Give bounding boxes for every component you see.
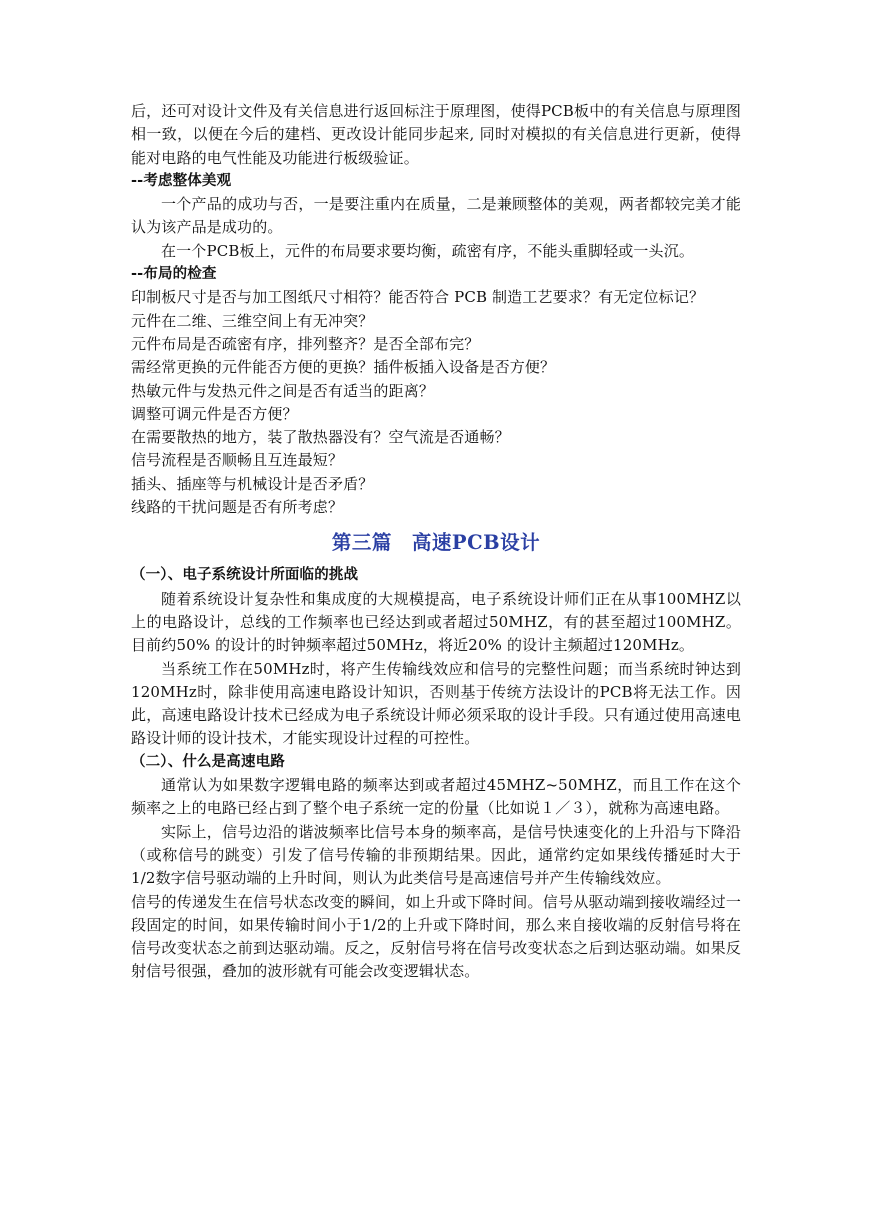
- section-2-final-paragraph: 信号的传递发生在信号状态改变的瞬间，如上升或下降时间。信号从驱动端到接收端经过一段固定的时间，如果传输时间小于1/2的上升或下降时间，那么来自接收端的反射信号将在信号改变状态之前到达驱动端。反之，反射信号将在信号改变状态之后到达驱动端。如果反射信号很强，叠加的波形就有可能会改变逻辑状态。: [131, 892, 741, 981]
- section-2-heading: （二）、什么是高速电路: [131, 753, 285, 770]
- aesthetics-heading: --考虑整体美观: [131, 172, 232, 189]
- part-title: 第三篇 高速PCB设计: [331, 531, 541, 555]
- list-item: 在需要散热的地方，装了散热器没有？空气流是否通畅？: [131, 428, 510, 447]
- list-item: 插头、插座等与机械设计是否矛盾？: [131, 474, 374, 493]
- layout-check-list: [131, 286, 741, 519]
- aesthetics-paragraph-1: 一个产品的成功与否，一是要注重内在质量，二是兼顾整体的美观，两者都较完美才能认为该产品是成功的。: [131, 195, 741, 237]
- section-2-paragraph-1: 通常认为如果数字逻辑电路的频率达到或者超过45MHZ~50MHZ，而且工作在这个频率之上的电路已经占到了整个电子系统一定的份量（比如说１／３），就称为高速电路。: [131, 776, 741, 818]
- aesthetics-paragraph-2: 在一个PCB板上，元件的布局要求要均衡，疏密有序，不能头重脚轻或一头沉。: [161, 241, 694, 260]
- list-item: 调整可调元件是否方便？: [131, 404, 298, 423]
- list-item: 热敏元件与发热元件之间是否有适当的距离？: [131, 381, 435, 400]
- list-item: 元件在二维、三维空间上有无冲突？: [131, 311, 374, 330]
- list-item: 线路的干扰问题是否有所考虑？: [131, 498, 344, 517]
- document-page: [131, 100, 741, 984]
- section-1-heading: （一）、电子系统设计所面临的挑战: [131, 567, 359, 584]
- layout-check-heading: --布局的检查: [131, 266, 217, 283]
- list-item: 信号流程是否顺畅且互连最短？: [131, 451, 344, 470]
- section-2-paragraph-2: 实际上，信号边沿的谐波频率比信号本身的频率高，是信号快速变化的上升沿与下降沿（或称信号的跳变）引发了信号传输的非预期结果。因此，通常约定如果线传播延时大于1/2数字信号驱动端的上升时间，则认为此类信号是高速信号并产生传输线效应。: [131, 822, 741, 888]
- list-item: 印制板尺寸是否与加工图纸尺寸相符？能否符合 PCB 制造工艺要求？有无定位标记？: [131, 288, 705, 307]
- section-1-paragraph-1: 随着系统设计复杂性和集成度的大规模提高，电子系统设计师们正在从事100MHZ以上的电路设计，总线的工作频率也已经达到或者超过50MHZ，有的甚至超过100MHZ。目前约50% 的设计的时钟频率超过50MHz，将近20% 的设计主频超过120MHz。: [131, 589, 741, 655]
- list-item: 需经常更换的元件能否方便的更换？插件板插入设备是否方便？: [131, 358, 556, 377]
- list-item: 元件布局是否疏密有序，排列整齐？是否全部布完？: [131, 334, 480, 353]
- continuation-paragraph: 后，还可对设计文件及有关信息进行返回标注于原理图，使得PCB板中的有关信息与原理图相一致，以便在今后的建档、更改设计能同步起来, 同时对模拟的有关信息进行更新，使得能对电路的电气性能及功能进行板级验证。: [131, 102, 741, 167]
- section-1-paragraph-2: 当系统工作在50MHz时，将产生传输线效应和信号的完整性问题；而当系统时钟达到120MHz时，除非使用高速电路设计知识，否则基于传统方法设计的PCB将无法工作。因此，高速电路设计技术已经成为电子系统设计师必须采取的设计手段。只有通过使用高速电路设计师的设计技术，才能实现设计过程的可控性。: [131, 659, 741, 748]
